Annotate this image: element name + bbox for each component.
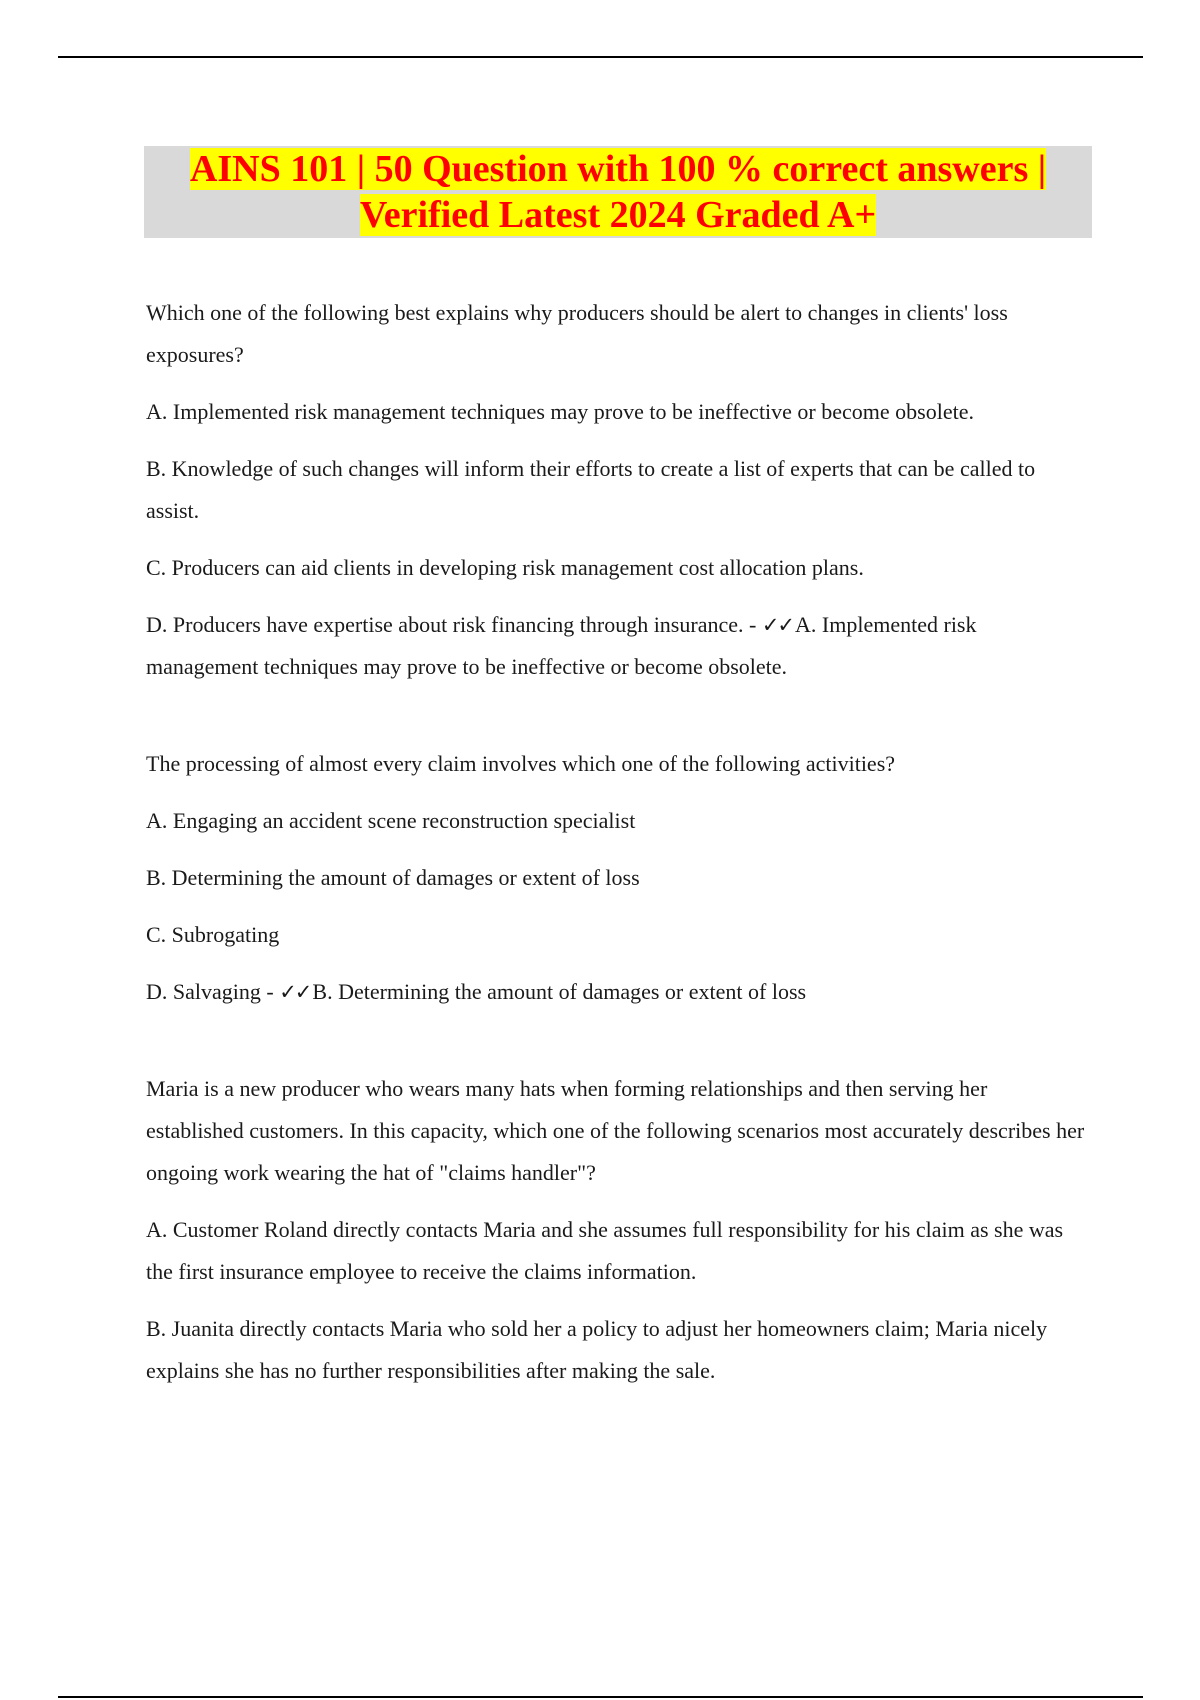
document-title bbox=[144, 146, 1092, 238]
option-text: D. Salvaging - bbox=[146, 979, 280, 1004]
answer-option bbox=[146, 971, 1086, 1013]
question-stem: Which one of the following best explains why producers should be alert to changes in clients' loss exposures? bbox=[146, 300, 1008, 367]
title-line-1: AINS 101 | 50 Question with 100 % correct answers | bbox=[189, 148, 1047, 190]
question-stem: Maria is a new producer who wears many hats when forming relationships and then serving her established customers. In this capacity, which one of the following scenarios most accurately describes her ongoing work wearing the hat of "claims handler"? bbox=[146, 1076, 1085, 1185]
answer-option: C. Producers can aid clients in developing risk management cost allocation plans. bbox=[146, 555, 864, 580]
bottom-rule bbox=[58, 1696, 1143, 1698]
correct-answer: B. Determining the amount of damages or extent of loss bbox=[312, 979, 807, 1004]
answer-option: B. Knowledge of such changes will inform their efforts to create a list of experts that can be called to assist. bbox=[146, 456, 1036, 523]
question-stem: The processing of almost every claim involves which one of the following activities? bbox=[146, 751, 896, 776]
answer-option: A. Engaging an accident scene reconstruction specialist bbox=[146, 808, 636, 833]
answer-option: C. Subrogating bbox=[146, 922, 280, 947]
answer-option: A. Customer Roland directly contacts Maria and she assumes full responsibility for his claim as she was the first insurance employee to receive the claims information. bbox=[146, 1217, 1064, 1284]
check-icon: ✓✓ bbox=[279, 980, 311, 1004]
document-body bbox=[146, 292, 1086, 1447]
answer-option: B. Juanita directly contacts Maria who sold her a policy to adjust her homeowners claim; Maria nicely explains she has no further responsibilities after making the sale. bbox=[146, 1316, 1048, 1383]
top-rule bbox=[58, 56, 1143, 58]
answer-option: B. Determining the amount of damages or extent of loss bbox=[146, 865, 640, 890]
question-1 bbox=[146, 292, 1086, 688]
check-icon: ✓✓ bbox=[761, 613, 794, 637]
answer-option bbox=[146, 604, 1086, 688]
question-2 bbox=[146, 743, 1086, 1013]
answer-option: A. Implemented risk management techniques may prove to be ineffective or become obsolete. bbox=[146, 399, 974, 424]
option-text: D. Producers have expertise about risk financing through insurance. - bbox=[146, 612, 762, 637]
correct-answer: A. Implemented risk management techniques may prove to be ineffective or become obsolete. bbox=[146, 612, 977, 679]
question-3 bbox=[146, 1068, 1086, 1392]
title-line-2: Verified Latest 2024 Graded A+ bbox=[359, 194, 877, 236]
